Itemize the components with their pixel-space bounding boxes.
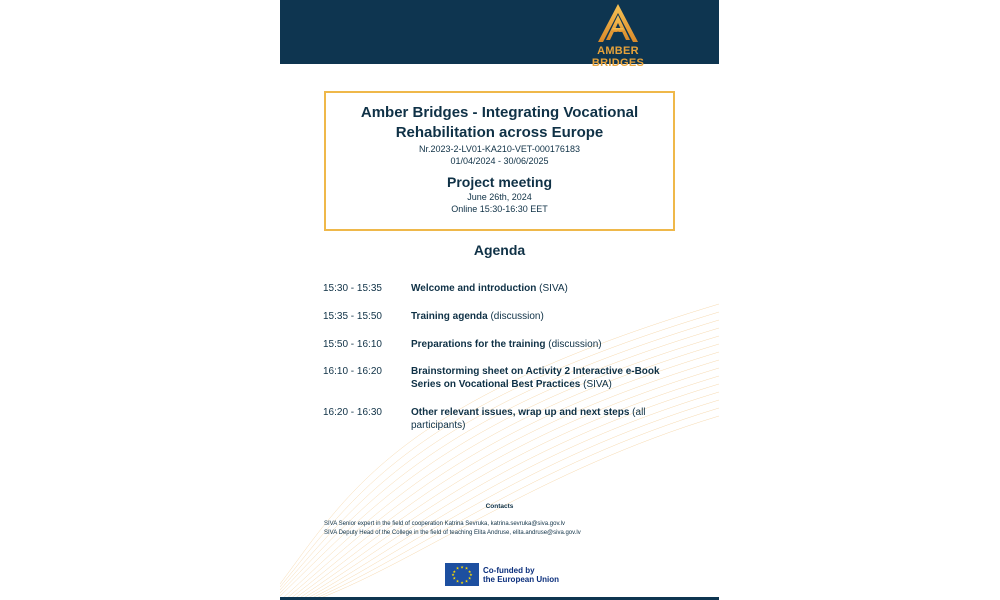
logo (570, 2, 666, 69)
svg-text:★: ★ (467, 575, 472, 581)
project-period: 01/04/2024 - 30/06/2025 (450, 156, 549, 166)
amber-bridges-logo-icon (594, 2, 642, 44)
agenda-description: Welcome and introduction (SIVA) (411, 283, 568, 294)
logo-text: AMBER BRIDGES (591, 45, 645, 69)
document-page (280, 0, 719, 600)
agenda-time: 16:20 - 16:30 (323, 407, 382, 418)
agenda-description: Brainstorming sheet on Activity 2 Interactive e-Book Series on Vocational Best Practices (SIVA) (411, 366, 660, 390)
project-title-line2: Rehabilitation across Europe (395, 124, 604, 141)
eu-text: Co-funded by the European Union (483, 566, 559, 584)
agenda-time: 16:10 - 16:20 (323, 366, 382, 377)
svg-text:★: ★ (460, 564, 464, 570)
svg-text:★: ★ (469, 572, 473, 578)
svg-text:★: ★ (452, 575, 457, 581)
agenda-description: Other relevant issues, wrap up and next steps (all participants) (411, 407, 646, 431)
header-banner (280, 0, 719, 69)
meeting-date: June 26th, 2024 (467, 192, 532, 202)
eu-flag-icon (445, 563, 479, 586)
project-number: Nr.2023-2-LV01-KA210-VET-000176183 (419, 144, 580, 154)
agenda-description: Training agenda (discussion) (411, 311, 544, 322)
meeting-title: Project meeting (446, 174, 553, 190)
svg-text:★: ★ (451, 572, 455, 578)
project-title-line1: Amber Bridges - Integrating Vocational (360, 104, 639, 121)
svg-text:★: ★ (455, 578, 460, 584)
project-info-box (324, 91, 675, 231)
svg-text:★: ★ (455, 565, 460, 571)
agenda-time: 15:35 - 15:50 (323, 311, 382, 322)
agenda-time: 15:50 - 16:10 (323, 339, 382, 350)
contact-line: SIVA Senior expert in the field of cooperation Katrina Sevruka, katrina.sevruka@siva.gov.lv (324, 521, 565, 527)
svg-text:★: ★ (464, 565, 469, 571)
svg-text:★: ★ (464, 578, 469, 584)
svg-text:★: ★ (452, 568, 457, 574)
svg-text:★: ★ (467, 568, 472, 574)
agenda-time: 15:30 - 15:35 (323, 283, 382, 294)
agenda-description: Preparations for the training (discussion) (411, 339, 602, 350)
contacts-heading: Contacts (485, 503, 514, 510)
agenda-heading: Agenda (473, 242, 526, 258)
meeting-time: Online 15:30-16:30 EET (451, 204, 548, 214)
svg-text:★: ★ (460, 579, 464, 585)
eu-cofunded-badge (445, 563, 645, 587)
contact-line: SIVA Deputy Head of the College in the field of teaching Elita Andruse, elita.andruse@siva.gov.lv (324, 530, 581, 536)
